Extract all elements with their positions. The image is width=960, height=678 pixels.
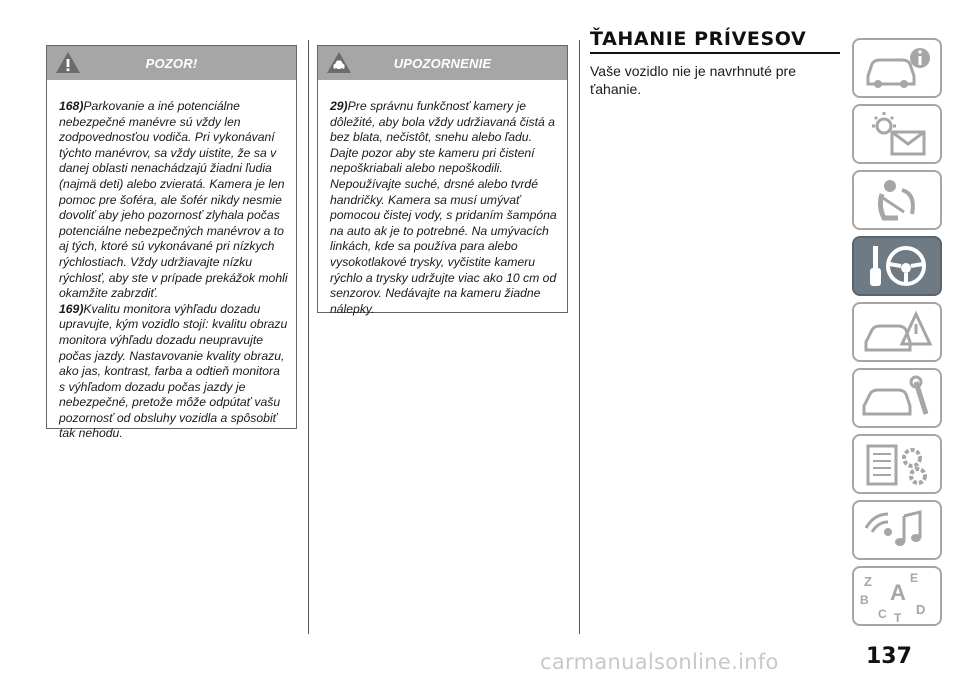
multimedia-icon: [854, 502, 940, 558]
side-tab-maintenance[interactable]: [852, 368, 942, 428]
svg-text:Z: Z: [864, 574, 872, 589]
warning-item: [59, 302, 288, 442]
svg-text:D: D: [916, 602, 926, 617]
svg-text:C: C: [878, 607, 887, 621]
item-number: 168): [59, 99, 84, 113]
item-number: 29): [330, 99, 348, 113]
alphabetical-index-icon: [854, 568, 940, 624]
warning-item: [59, 99, 288, 302]
watermark: carmanualsonline.info: [540, 650, 779, 674]
warning-box-body: [59, 99, 288, 442]
side-tab-multimedia[interactable]: [852, 500, 942, 560]
side-tab-warning-lights[interactable]: [852, 104, 942, 164]
warning-box-title: POZOR!: [145, 56, 198, 71]
side-tab-starting-driving[interactable]: [852, 236, 942, 296]
side-tab-emergency[interactable]: [852, 302, 942, 362]
svg-text:E: E: [910, 571, 919, 585]
steering-wheel-key-icon: [854, 238, 940, 294]
notice-box-body: [330, 99, 559, 317]
notice-item: [330, 99, 559, 317]
item-number: 169): [59, 301, 84, 316]
notice-box-header: [318, 46, 567, 80]
warning-box-pozor: [46, 45, 297, 441]
side-tab-index[interactable]: [852, 566, 942, 626]
page-number: 137: [866, 644, 912, 669]
side-tab-technical-data[interactable]: [852, 434, 942, 494]
svg-text:T: T: [894, 611, 902, 624]
seat-safety-icon: [854, 172, 940, 228]
side-tab-seat-safety[interactable]: [852, 170, 942, 230]
column-divider-right: [579, 40, 580, 634]
item-text: Parkovanie a iné potenciálne nebezpečné manévre sú vždy len zodpovednosťou vodiča. Pri vykonávaní týchto manévrov, sa vždy uistite, že sa v danej oblasti nenachádzajú žiadni ľudia (najmä deti) alebo zvieratá. Kamera je len pomoc pre šoféra, ale šofér nikdy nesmie dovoliť aby jeho pozornosť zlyhala počas potenciálne nebezpečných manévrov a to aj tých, ktoré sú vykonávané pri nízkych rýchlostiach. Vždy udržiavajte nízku rýchlosť, aby ste v prípade prekážok mohli okamžite zabrzdiť.: [59, 99, 288, 301]
item-text: Pre správnu funkčnosť kamery je dôležité, aby bola vždy udržiavaná čistá a bez blata, nečistôt, snehu alebo ľadu. Dajte pozor aby ste kameru pri čistení nepoškriabali alebo nepoškodili. Nepoužívajte suché, drsné alebo tvrdé handričky. Kamera sa musí umývať pomocou čistej vody, s pridaním šampóna na auto ak je to potrebné. Na umývacích linkách, kde sa používa para alebo vysokotlakové trysky, vyčistite kameru rýchlo a trysky udržujte viac ako 10 cm od senzorov. Nedávajte na kameru žiadne nálepky.: [330, 99, 557, 316]
technical-data-icon: [854, 436, 940, 492]
warning-lights-icon: [854, 106, 940, 162]
car-maintenance-icon: [854, 370, 940, 426]
warning-box-header: [47, 46, 296, 80]
section-heading: ŤAHANIE PRÍVESOV: [590, 28, 840, 54]
column-divider-left: [308, 40, 309, 634]
notice-box-upozornenie: [317, 45, 568, 316]
svg-text:A: A: [890, 580, 906, 605]
item-text: Kvalitu monitora výhľadu dozadu upravujte, kým vozidlo stojí: kvalitu obrazu monitora výhľadu dozadu neupravujte počas jazdy. Nastavovanie kvality obrazu, ako jas, kontrast, farba a odtieň monitora s výhľadom dozadu počas jazdy je nebezpečné, pretože môže odpútať vašu pozornosť od obsluhy vozidla a spôsobiť tak nehodu.: [59, 301, 288, 441]
notice-box-title: UPOZORNENIE: [393, 56, 492, 71]
side-tab-car-info[interactable]: [852, 38, 942, 98]
section-text: Vaše vozidlo nie je navrhnuté pre ťahanie.: [590, 63, 796, 97]
svg-text:B: B: [860, 593, 869, 607]
car-emergency-icon: [854, 304, 940, 360]
car-info-icon: [854, 40, 940, 96]
